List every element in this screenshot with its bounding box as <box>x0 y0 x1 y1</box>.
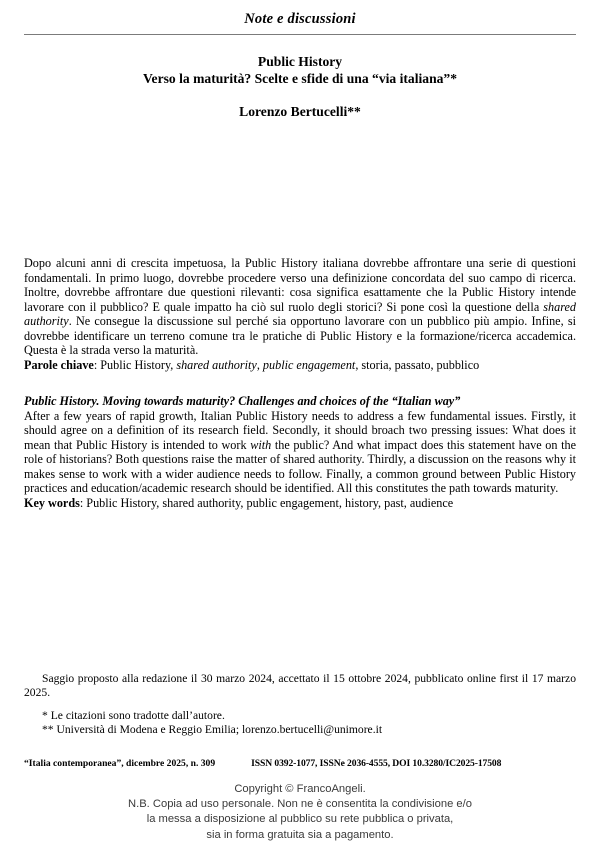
keywords-italian-part-1: Public History, <box>100 357 177 372</box>
abstract-english-heading: Public History. Moving towards maturity? Challenges and choices of the “Italian way” <box>24 394 461 408</box>
abstract-en-text-1: After a few years of rapid growth, Italian Public History needs to address a few fundamental issues. Firstly, it should agree on a definition of its research field. Secondly, it should broach two pressing issues: What does it mean that Public History is intended to work <box>24 408 576 452</box>
abstract-italian-body <box>24 256 576 358</box>
journal-identifiers: ISSN 0392-1077, ISSNe 2036-4555, DOI 10.3280/IC2025-17508 <box>251 758 502 769</box>
keywords-english-label: Key words <box>24 495 80 510</box>
copyright-line-2: N.B. Copia ad uso personale. Non ne è consentita la condivisione e/o <box>128 798 472 811</box>
keywords-italian-italic-1: shared authority <box>176 357 257 372</box>
article-title-line-2: Verso la maturità? Scelte e sfide di una “via italiana”* <box>142 71 458 86</box>
abstract-it-text-1: Dopo alcuni anni di crescita impetuosa, la Public History italiana dovrebbe affrontare una serie di questioni fondamentali. In primo luogo, dovrebbe procedere verso una definizione concordata del suo campo di ricerca. Inoltre, dovrebbe affrontare due questioni rilevanti: cosa significa esattamente che la Public History intende lavorare con il pubblico? E quale impatto ha ciò sul ruolo degli storici? Si pone così la questione della <box>24 256 576 314</box>
keywords-english <box>24 496 576 511</box>
journal-issue-reference: “Italia contemporanea”, dicembre 2025, n. 309 <box>24 758 216 769</box>
copyright-line-1: Copyright © FrancoAngeli. <box>234 783 366 795</box>
keywords-italian-comma: , <box>256 357 263 372</box>
abstract-it-italic-shared-authority: shared authority <box>24 299 576 329</box>
keywords-italian-label: Parole chiave <box>24 357 94 372</box>
abstract-en-italic-with: with <box>250 437 272 452</box>
footnote-submission-dates: Saggio proposto alla redazione il 30 marzo 2024, accettato il 15 ottobre 2024, pubblicato online first il 17 marzo 2025. <box>24 672 576 699</box>
copyright-line-3: la messa a disposizione al pubblico su rete pubblica o privata, <box>146 813 454 826</box>
abstract-italian <box>24 256 576 372</box>
abstract-it-text-2: . Ne consegue la discussione sul perché sia opportuno lavorare con un pubblico più ampio. Infine, si dovrebbe identificare un terreno comune tra le pratiche di Public History e la formazione/ricerca accademica. Questa è la strada verso la maturità. <box>24 314 576 358</box>
keywords-italian-italic-2: public engagement <box>262 357 356 372</box>
keywords-english-text: : Public History, shared authority, public engagement, history, past, audience <box>79 495 454 510</box>
footnote-area <box>24 672 576 736</box>
copyright-notice <box>0 782 600 843</box>
footnote-list <box>24 709 576 736</box>
keywords-italian-separator: : <box>93 357 101 372</box>
journal-reference-line <box>24 758 576 769</box>
article-title <box>24 53 576 87</box>
keywords-italian <box>24 358 576 373</box>
header-divider-rule <box>24 34 576 35</box>
author-name: Lorenzo Bertucelli** <box>239 104 361 119</box>
abstract-en-text-2: the public? And what impact does this statement have on the role of historians? Both questions raise the matter of shared authority. Thirdly, a discussion on the reasons why it makes sense to work with a wider audience needs to follow. Finally, a common ground between Public History practices and education/academic research should be identified. All this constitutes the path towards maturity. <box>24 437 577 496</box>
keywords-italian-part-2: , storia, passato, pubblico <box>355 357 480 372</box>
footnote-double-asterisk: ** Università di Modena e Reggio Emilia; lorenzo.bertucelli@unimore.it <box>42 722 383 736</box>
abstract-english <box>24 394 576 510</box>
abstract-english-body <box>24 409 576 496</box>
footnote-single-asterisk: * Le citazioni sono tradotte dall’autore. <box>42 709 225 723</box>
running-head: Note e discussioni <box>244 11 356 27</box>
copyright-line-4: sia in forma gratuita sia a pagamento. <box>206 828 394 841</box>
article-title-line-1: Public History <box>257 54 343 69</box>
